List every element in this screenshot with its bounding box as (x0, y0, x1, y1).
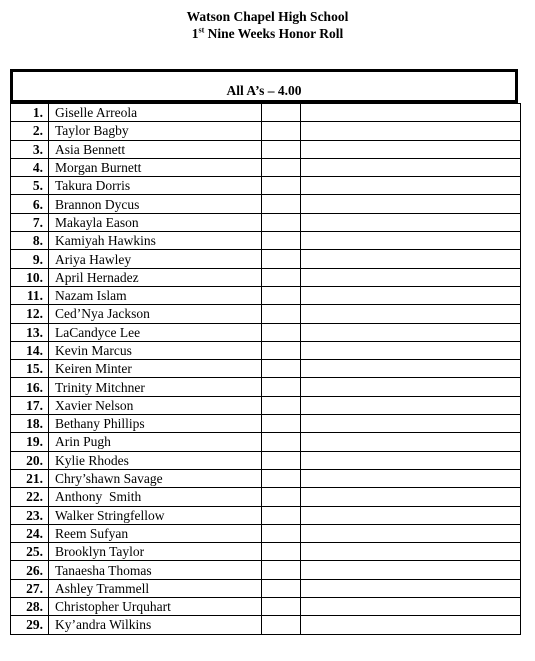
student-row (11, 122, 521, 140)
row-number: 2. (11, 122, 49, 140)
student-name: Giselle Arreola (49, 104, 262, 122)
row-number: 3. (11, 140, 49, 158)
student-name: Morgan Burnett (49, 158, 262, 176)
student-name: Ariya Hawley (49, 250, 262, 268)
row-number: 1. (11, 104, 49, 122)
empty-cell (262, 524, 301, 542)
student-name: Xavier Nelson (49, 396, 262, 414)
empty-cell (262, 561, 301, 579)
empty-cell (301, 177, 521, 195)
empty-cell (301, 305, 521, 323)
empty-cell (301, 433, 521, 451)
empty-cell (301, 250, 521, 268)
empty-cell (301, 616, 521, 634)
student-name: Brooklyn Taylor (49, 543, 262, 561)
empty-cell (262, 213, 301, 231)
row-number: 23. (11, 506, 49, 524)
row-number: 24. (11, 524, 49, 542)
student-name: Ky’andra Wilkins (49, 616, 262, 634)
student-name: Reem Sufyan (49, 524, 262, 542)
student-name: Brannon Dycus (49, 195, 262, 213)
empty-cell (262, 415, 301, 433)
student-row (11, 451, 521, 469)
row-number: 28. (11, 598, 49, 616)
student-name: Keiren Minter (49, 360, 262, 378)
empty-cell (262, 232, 301, 250)
row-number: 18. (11, 415, 49, 433)
student-row (11, 140, 521, 158)
student-row (11, 616, 521, 634)
student-name: Taylor Bagby (49, 122, 262, 140)
empty-cell (301, 451, 521, 469)
student-row (11, 561, 521, 579)
empty-cell (301, 396, 521, 414)
ordinal-suffix: st (198, 25, 205, 35)
empty-cell (262, 488, 301, 506)
row-number: 7. (11, 213, 49, 231)
row-number: 25. (11, 543, 49, 561)
row-number: 27. (11, 579, 49, 597)
empty-cell (301, 268, 521, 286)
empty-cell (301, 378, 521, 396)
empty-cell (301, 213, 521, 231)
student-name: Tanaesha Thomas (49, 561, 262, 579)
student-name: Ashley Trammell (49, 579, 262, 597)
honor-roll-title (0, 25, 535, 42)
row-number: 5. (11, 177, 49, 195)
student-row (11, 433, 521, 451)
empty-cell (262, 360, 301, 378)
empty-cell (262, 378, 301, 396)
empty-cell (301, 122, 521, 140)
student-name: Asia Bennett (49, 140, 262, 158)
empty-cell (262, 341, 301, 359)
student-row (11, 323, 521, 341)
empty-cell (262, 543, 301, 561)
student-name: Bethany Phillips (49, 415, 262, 433)
student-row (11, 506, 521, 524)
row-number: 20. (11, 451, 49, 469)
empty-cell (262, 616, 301, 634)
row-number: 21. (11, 469, 49, 487)
student-row (11, 360, 521, 378)
empty-cell (301, 524, 521, 542)
ordinal-number: 1 (191, 26, 199, 41)
row-number: 4. (11, 158, 49, 176)
empty-cell (301, 286, 521, 304)
student-name: LaCandyce Lee (49, 323, 262, 341)
student-row (11, 213, 521, 231)
empty-cell (262, 104, 301, 122)
empty-cell (301, 104, 521, 122)
student-name: Kevin Marcus (49, 341, 262, 359)
student-row (11, 396, 521, 414)
row-number: 17. (11, 396, 49, 414)
student-name: Chry’shawn Savage (49, 469, 262, 487)
empty-cell (301, 158, 521, 176)
student-name: Takura Dorris (49, 177, 262, 195)
empty-cell (262, 305, 301, 323)
row-number: 14. (11, 341, 49, 359)
student-row (11, 286, 521, 304)
empty-cell (262, 579, 301, 597)
student-row (11, 104, 521, 122)
student-row (11, 158, 521, 176)
student-table (10, 103, 521, 635)
empty-cell (262, 195, 301, 213)
student-name: Arin Pugh (49, 433, 262, 451)
student-row (11, 543, 521, 561)
empty-cell (301, 232, 521, 250)
empty-cell (301, 341, 521, 359)
empty-cell (301, 195, 521, 213)
student-name: Anthony Smith (49, 488, 262, 506)
row-number: 6. (11, 195, 49, 213)
empty-cell (301, 415, 521, 433)
student-name: Walker Stringfellow (49, 506, 262, 524)
row-number: 10. (11, 268, 49, 286)
row-number: 12. (11, 305, 49, 323)
student-name: Nazam Islam (49, 286, 262, 304)
empty-cell (262, 158, 301, 176)
empty-cell (301, 140, 521, 158)
empty-cell (301, 360, 521, 378)
student-name: April Hernadez (49, 268, 262, 286)
empty-cell (262, 140, 301, 158)
empty-cell (262, 506, 301, 524)
student-row (11, 268, 521, 286)
student-rows (11, 104, 521, 635)
school-name: Watson Chapel High School (186, 9, 349, 24)
empty-cell (301, 469, 521, 487)
row-number: 9. (11, 250, 49, 268)
empty-cell (262, 268, 301, 286)
empty-cell (301, 579, 521, 597)
empty-cell (262, 451, 301, 469)
student-name: Christopher Urquhart (49, 598, 262, 616)
student-row (11, 469, 521, 487)
empty-cell (301, 323, 521, 341)
row-number: 26. (11, 561, 49, 579)
student-row (11, 579, 521, 597)
row-number: 15. (11, 360, 49, 378)
student-name: Trinity Mitchner (49, 378, 262, 396)
student-name: Makayla Eason (49, 213, 262, 231)
empty-cell (301, 598, 521, 616)
empty-cell (262, 433, 301, 451)
row-number: 16. (11, 378, 49, 396)
empty-cell (262, 177, 301, 195)
row-number: 13. (11, 323, 49, 341)
empty-cell (301, 506, 521, 524)
empty-cell (262, 469, 301, 487)
section-title-box (10, 69, 518, 103)
student-row (11, 378, 521, 396)
row-number: 22. (11, 488, 49, 506)
document-header (0, 8, 535, 42)
student-row (11, 488, 521, 506)
student-row (11, 415, 521, 433)
empty-cell (262, 598, 301, 616)
student-row (11, 598, 521, 616)
student-name: Kamiyah Hawkins (49, 232, 262, 250)
empty-cell (301, 543, 521, 561)
student-row (11, 524, 521, 542)
empty-cell (262, 122, 301, 140)
section-title: All A’s – 4.00 (226, 83, 302, 98)
row-number: 19. (11, 433, 49, 451)
empty-cell (262, 286, 301, 304)
row-number: 11. (11, 286, 49, 304)
empty-cell (301, 561, 521, 579)
empty-cell (262, 396, 301, 414)
honor-roll-table (10, 69, 518, 635)
empty-cell (301, 488, 521, 506)
student-row (11, 177, 521, 195)
period-title: Nine Weeks Honor Roll (204, 26, 344, 41)
student-row (11, 195, 521, 213)
student-row (11, 341, 521, 359)
student-row (11, 305, 521, 323)
row-number: 8. (11, 232, 49, 250)
student-name: Kylie Rhodes (49, 451, 262, 469)
student-row (11, 232, 521, 250)
empty-cell (262, 323, 301, 341)
row-number: 29. (11, 616, 49, 634)
student-row (11, 250, 521, 268)
student-name: Ced’Nya Jackson (49, 305, 262, 323)
empty-cell (262, 250, 301, 268)
